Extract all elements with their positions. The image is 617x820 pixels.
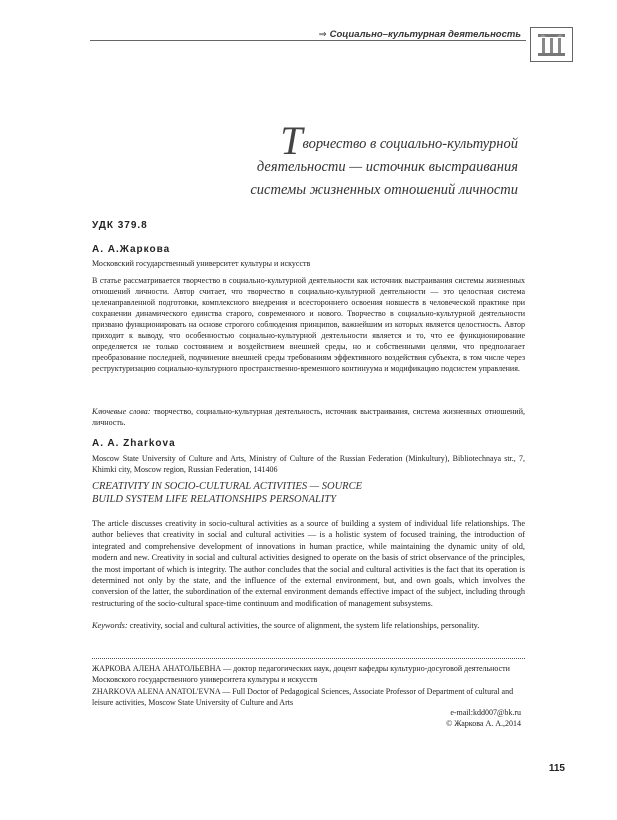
keywords-text-en: creativity, social and cultural activities, the source of alignment, the system life relationships, personality. <box>127 621 480 630</box>
section-title: Социально–культурная деятельность <box>329 29 521 40</box>
author-en: A. A. Zharkova <box>92 438 176 449</box>
column-logo-icon <box>531 28 572 61</box>
udk-code: УДК 379.8 <box>92 220 148 231</box>
article-title-en <box>92 480 525 506</box>
arrow-right-icon: ⇒ <box>318 29 327 40</box>
header-rule <box>90 40 526 41</box>
title-line-1: ворчество в социально-культурной <box>302 136 518 152</box>
author-info-ru: ЖАРКОВА АЛЕНА АНАТОЛЬЕВНА — доктор педагогических наук, доцент кафедры культурно-досуговой деятельности Московского государственного университета культуры и искусств <box>92 664 510 684</box>
journal-logo <box>530 27 573 62</box>
author-info-en: ZHARKOVA ALENA ANATOL'EVNA — Full Doctor of Pedagogical Sciences, Associate Professor of Department of cultural and leisure activities, Moscow State University of Culture and Arts <box>92 687 514 707</box>
copyright: © Жаркова А. А.,2014 <box>446 719 521 728</box>
author-email: e-mail:kdd007@bk.ru <box>450 708 521 717</box>
keywords-en <box>92 620 525 631</box>
keywords-text-ru: творчество, социально-культурная деятельность, источник выстраивания, система жизненных отношений, личность. <box>92 407 525 427</box>
running-head <box>319 29 521 40</box>
title-en-line-2: BUILD SYSTEM LIFE RELATIONSHIPS PERSONALITY <box>92 494 337 505</box>
keywords-label-ru: Ключевые слова: <box>92 407 151 416</box>
affiliation-en: Moscow State University of Culture and Arts, Ministry of Culture of the Russian Federation (Minkultury), Bibliotechnaya str., 7, Khimki city, Moscow region, Russian Federation, 141406 <box>92 454 525 474</box>
title-line-3: системы жизненных отношений личности <box>250 182 518 198</box>
title-initial: Т <box>280 118 303 163</box>
dotted-divider <box>92 658 525 659</box>
author-ru: А. А.Жаркова <box>92 244 171 255</box>
keywords-ru <box>92 406 525 428</box>
page-number: 115 <box>548 763 565 774</box>
keywords-label-en: Keywords: <box>92 621 128 630</box>
article-title <box>150 118 518 202</box>
affiliation-ru: Московский государственный университет культуры и искусств <box>92 259 311 268</box>
abstract-ru: В статье рассматривается творчество в социально-культурной деятельности как источник выстраивания системы жизненных отношений личности. Автор считает, что творчество в социально-культурной деятельности — это целостная система целенаправленной подготовки, комплексного внедрения и всестороннего освоения новшеств в человеческой практике при сохранении динамического единства старого, современного и нового. Творчество в социально-культурной деятельности призвано функционировать на основе строгого соблюдения принципов, важнейшим из которых является целостность. Автор приходит к выводу, что особенностью социально-культурной деятельности является и то, что ее функционирование определяется не только состоянием и воздействием внешней среды, но и собственными целями, что предполагает преобразование последней, подчинение внешней среды требованиям эффективного воздействия субъекта, в том числе через реструктуризацию социально-культурного пространственно-временного континуума и модификацию подсистем управления. <box>92 276 525 373</box>
title-line-2: деятельности — источник выстраивания <box>256 159 518 175</box>
title-en-line-1: CREATIVITY IN SOCIO-CULTURAL ACTIVITIES — SOURCE <box>92 481 362 492</box>
abstract-en: The article discusses creativity in socio-cultural activities as a source of building a system of individual life relationships. The author believes that creativity in social and cultural activities — is a holistic system of focused training, the introduction of integrated and comprehensive development of innovations in human practice, while maintaining the dynamic unity of old, modern and new. Creativity in social and cultural activities designed to operate on the basis of strict observance of the principles, the most important of which is integrity. The author concludes that the social and cultural activities is the fact that its operation is determined not only by the state, and the influence of the external environment, but, and own goals, which involves the conversion of the latter, the subordination of the external environment demands effective impact of the subject, including through restructuring of the socio-cultural space-time continuum and modification of management subsystems. <box>92 519 525 608</box>
